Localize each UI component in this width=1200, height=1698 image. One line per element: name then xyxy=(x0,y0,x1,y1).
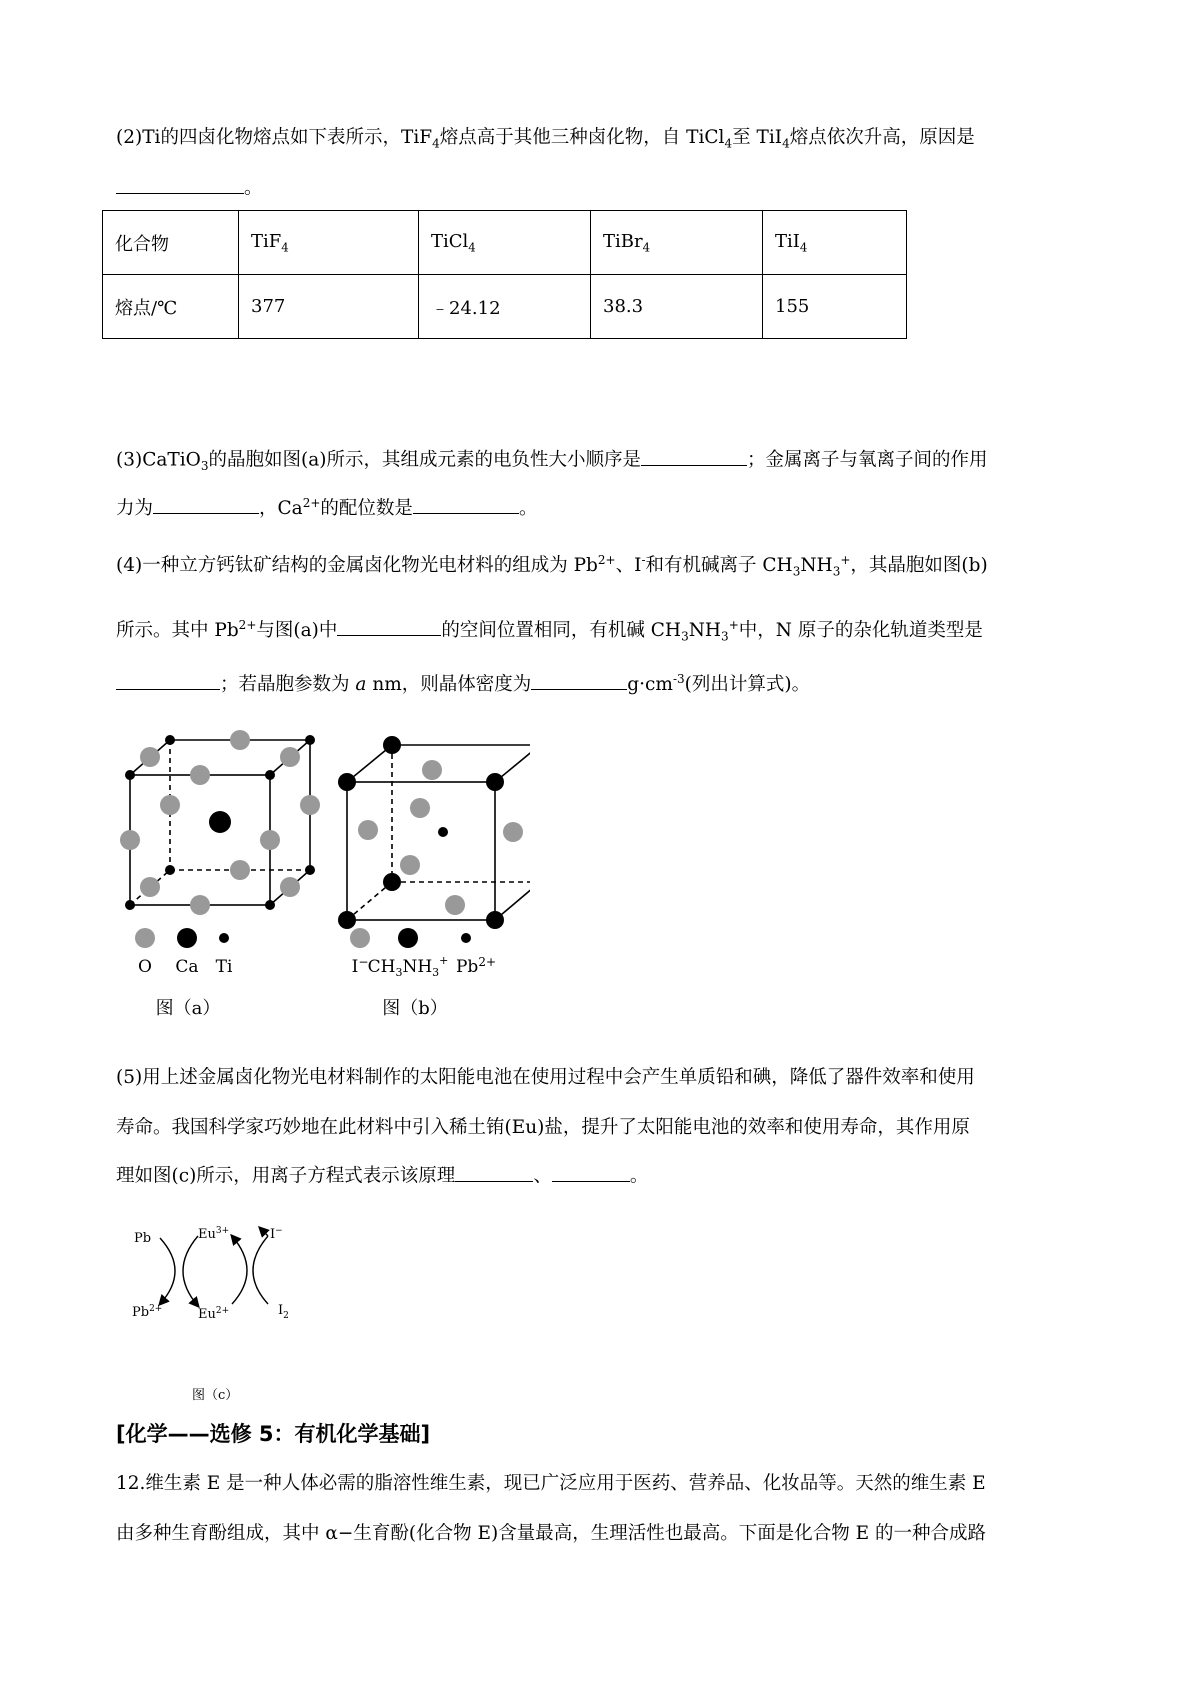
answer-blank[interactable] xyxy=(641,446,747,466)
table-cell: TiCl$_4$ xyxy=(419,211,591,275)
table-cell: 155 xyxy=(763,275,907,339)
legend-pb2: $Pb^{2+}$ xyxy=(455,955,497,977)
caption-a: 图（a） xyxy=(155,998,221,1019)
figure-b-legend xyxy=(350,928,496,1019)
q2-text-d: 熔点依次升高，原因是 xyxy=(789,127,975,148)
table-cell: ﹣24.12 xyxy=(419,275,591,339)
label-eu2plus: $Eu^{2+}$ xyxy=(198,1306,230,1322)
table-row xyxy=(103,275,907,339)
q3-line2: 力为 ，$Ca^{2+}$的配位数是 。 xyxy=(116,496,538,520)
table-cell: TiI$_4$ xyxy=(763,211,907,275)
ion-formula: $CH_3NH_3^+$ xyxy=(762,553,851,579)
q5-line2: 寿命。我国科学家巧妙地在此材料中引入稀土铕(Eu)盐，提升了太阳能电池的效率和使用寿命，其作用原 xyxy=(116,1117,970,1138)
ion-formula: $CH_3NH_3^+$ xyxy=(650,618,739,644)
table-cell: 377 xyxy=(239,275,419,339)
q5-line1: (5)用上述金属卤化物光电材料制作的太阳能电池在使用过程中会产生单质铅和碘，降低了器件效率和使用 xyxy=(116,1067,975,1088)
legend-o: O xyxy=(138,957,152,977)
answer-blank[interactable] xyxy=(552,1162,630,1182)
arrow-i xyxy=(253,1236,268,1304)
table-cell: 38.3 xyxy=(591,275,763,339)
label-eu3plus: $Eu^{3+}$ xyxy=(198,1226,230,1242)
legend-ch3nh3: $CH_3NH_3^+$ xyxy=(367,954,449,979)
label-pb2plus: $Pb^{2+}$ xyxy=(132,1304,163,1320)
subscript: 4 xyxy=(432,136,440,151)
q4-line2: 所示。其中 $Pb^{2+}$与图(a)中 的空间位置相同，有机碱 $CH_3NH_3^+$中，N 原子的杂化轨道类型是 xyxy=(116,618,983,644)
legend-i-minus: I− xyxy=(351,955,369,977)
q2-number: (2) xyxy=(116,127,143,148)
q2-answer-line xyxy=(116,174,1100,203)
q2-text xyxy=(116,124,1100,153)
arrow-eu xyxy=(183,1236,198,1306)
subscript: 4 xyxy=(782,136,790,151)
q2-text-c: 至 TiI xyxy=(732,127,783,148)
answer-blank[interactable] xyxy=(116,671,220,691)
figure-a-legend xyxy=(135,928,233,1019)
melting-point-table xyxy=(102,210,907,339)
answer-blank[interactable] xyxy=(413,495,519,515)
crystal-cell-figures xyxy=(110,720,530,1030)
table-cell: 化合物 xyxy=(103,211,239,275)
q12-line2: 由多种生育酚组成，其中 α−生育酚(化合物 E)含量最高，生理活性也最高。下面是化合物 E 的一种合成路 xyxy=(116,1523,986,1544)
legend-ca: Ca xyxy=(175,957,199,977)
q3-line1: (3)CaTiO$_3$的晶胞如图(a)所示，其组成元素的电负性大小顺序是 ；金属离子与氧离子间的作用 xyxy=(116,446,1100,476)
table-cell: TiF$_4$ xyxy=(239,211,419,275)
q2-text-b: 熔点高于其他三种卤化物，自 TiCl xyxy=(439,127,725,148)
label-i2: $I_2$ xyxy=(278,1303,289,1321)
table-cell: TiBr$_4$ xyxy=(591,211,763,275)
answer-blank[interactable] xyxy=(531,671,627,691)
arrow-pb xyxy=(160,1238,175,1304)
period: 。 xyxy=(244,177,263,199)
figure-c-redox-cycle xyxy=(120,1216,320,1406)
q5-line3: 理如图(c)所示，用离子方程式表示该原理 、 。 xyxy=(116,1162,1100,1191)
arrow-eu2 xyxy=(232,1236,247,1304)
q4-line1: (4)一种立方钙钛矿结构的金属卤化物光电材料的组成为 $Pb^{2+}$、I-和有机碱离子 $CH_3NH_3^+$，其晶胞如图(b) xyxy=(116,553,988,579)
q2-text-a: Ti的四卤化物熔点如下表所示，TiF xyxy=(142,127,433,148)
caption-b: 图（b） xyxy=(382,998,448,1019)
answer-blank[interactable] xyxy=(337,617,441,637)
legend-ti: Ti xyxy=(215,957,233,977)
caption-c: 图（c） xyxy=(192,1388,239,1403)
label-i-minus: I− xyxy=(270,1226,283,1242)
answer-blank[interactable] xyxy=(455,1162,533,1182)
subscript: 4 xyxy=(724,136,733,151)
answer-blank[interactable] xyxy=(153,495,259,515)
table-header-row xyxy=(103,211,907,275)
table-cell: 熔点/℃ xyxy=(103,275,239,339)
answer-blank[interactable] xyxy=(116,174,244,194)
section-heading: [化学——选修 5：有机化学基础] xyxy=(116,1422,431,1446)
figure-a-atoms xyxy=(120,730,320,915)
q4-line3: ；若晶胞参数为 a nm，则晶体密度为 $g\cdot cm^{-3}$(列出计算式)。 xyxy=(116,670,1100,700)
arrowhead-i xyxy=(260,1228,268,1236)
q12-line1: 12.维生素 E 是一种人体必需的脂溶性维生素，现已广泛应用于医药、营养品、化妆品等。天然的维生素 E xyxy=(116,1473,986,1494)
label-pb: Pb xyxy=(134,1231,152,1246)
